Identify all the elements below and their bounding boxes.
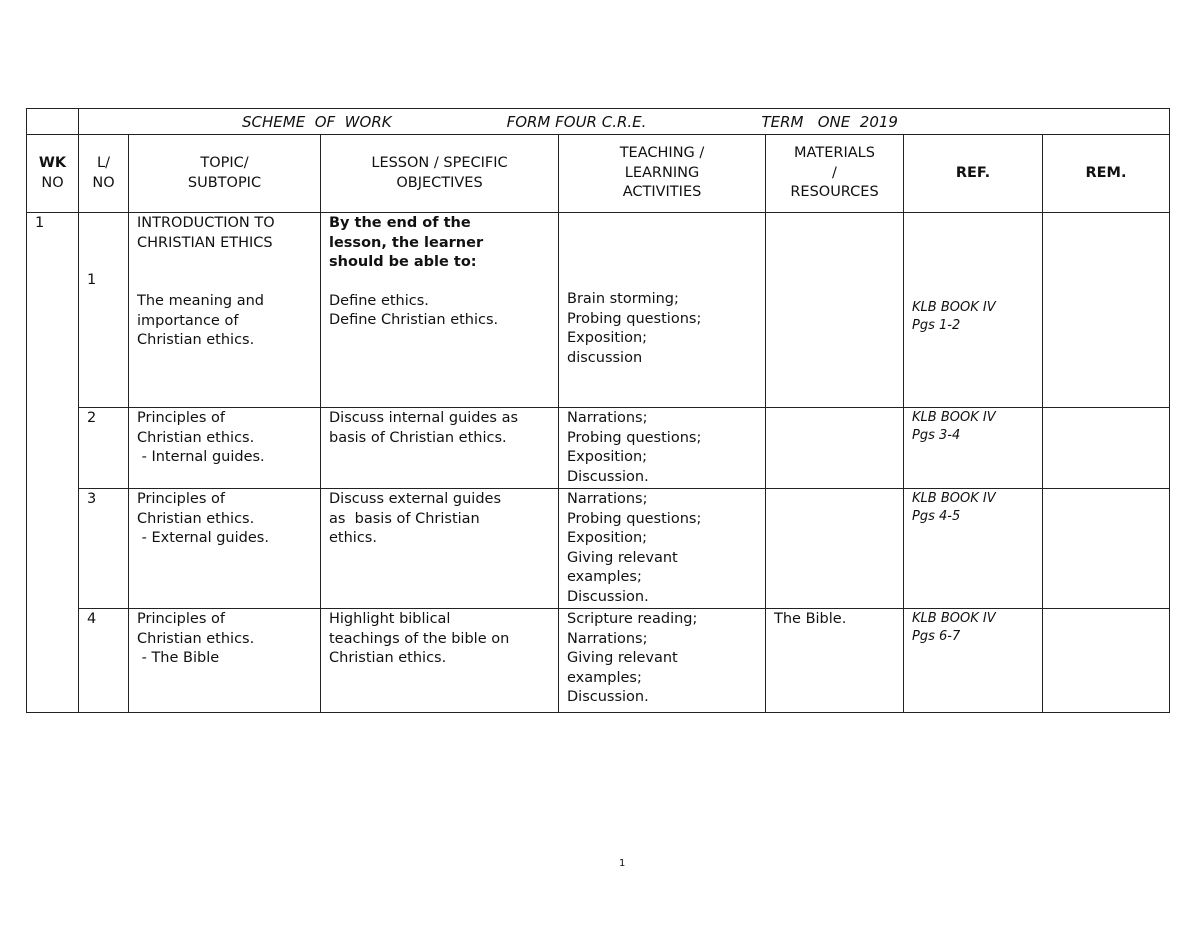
rem-cell xyxy=(1043,408,1170,489)
intro-topic-line: CHRISTIAN ETHICS xyxy=(137,234,273,251)
topic-cell xyxy=(129,489,321,609)
page-number: 1 xyxy=(619,858,626,869)
title-term: TERM ONE 2019 xyxy=(761,112,898,131)
objective-line: Discuss external guides xyxy=(329,491,502,507)
header-ref-label: REF. xyxy=(955,164,991,181)
header-materials-label-1: MATERIALS xyxy=(794,145,875,162)
header-rem-label: REM. xyxy=(1085,164,1127,181)
header-activities xyxy=(559,135,766,213)
objective-line: Discuss internal guides as xyxy=(329,410,519,426)
title-row xyxy=(27,109,1170,135)
objective-line: Highlight biblical xyxy=(329,611,451,627)
topic-line: importance of xyxy=(137,312,239,329)
activity-line: Probing questions; xyxy=(567,310,702,327)
header-materials xyxy=(766,135,904,213)
week-cell xyxy=(27,213,79,713)
table-row xyxy=(27,213,1170,408)
header-lno xyxy=(79,135,129,213)
header-activities-label-3: ACTIVITIES xyxy=(622,184,702,201)
header-materials-label-2: / xyxy=(832,164,837,181)
topic-cell xyxy=(129,609,321,713)
header-objectives-label-1: LESSON / SPECIFIC xyxy=(371,155,508,171)
topic-line: Christian ethics. xyxy=(137,630,255,647)
lesson-number-cell xyxy=(79,489,129,609)
rem-cell xyxy=(1043,213,1170,408)
lesson-number: 4 xyxy=(87,611,97,627)
header-wk-label: WK xyxy=(38,155,67,171)
header-row xyxy=(27,135,1170,213)
ref-line: KLB BOOK IV xyxy=(912,611,996,626)
header-wk xyxy=(27,135,79,213)
topic-line: - Internal guides. xyxy=(137,449,265,465)
topic-cell xyxy=(129,408,321,489)
activity-line: Discussion. xyxy=(567,588,649,605)
topic-line: - The Bible xyxy=(137,650,220,666)
ref-cell xyxy=(904,408,1043,489)
header-materials-label-3: RESOURCES xyxy=(790,184,879,201)
activity-line: examples; xyxy=(567,569,642,585)
table-row xyxy=(27,489,1170,609)
activity-line: Brain storming; xyxy=(567,291,679,307)
header-topic-label: TOPIC/ xyxy=(200,155,249,171)
activities-cell xyxy=(559,408,766,489)
header-ref xyxy=(904,135,1043,213)
header-l-no-label: NO xyxy=(92,174,115,191)
header-topic xyxy=(129,135,321,213)
header-wk-no-label: NO xyxy=(41,174,64,191)
header-subtopic-label: SUBTOPIC xyxy=(187,174,262,191)
topic-line: The meaning and xyxy=(137,293,265,309)
activity-line: Probing questions; xyxy=(567,429,702,446)
activity-line: Giving relevant xyxy=(567,549,678,566)
lesson-number-cell xyxy=(79,408,129,489)
topic-cell xyxy=(129,213,321,408)
lesson-number: 3 xyxy=(87,491,97,507)
activity-line: Narrations; xyxy=(567,410,648,426)
rem-cell xyxy=(1043,489,1170,609)
materials-cell xyxy=(766,408,904,489)
lesson-number-cell xyxy=(79,213,129,408)
activity-line: Narrations; xyxy=(567,630,648,647)
activity-line: Discussion. xyxy=(567,468,649,485)
activity-line: examples; xyxy=(567,669,642,686)
document-title xyxy=(87,112,1161,132)
header-rem xyxy=(1043,135,1170,213)
objectives-cell xyxy=(321,609,559,713)
lesson-number: 1 xyxy=(87,272,97,288)
topic-line: Principles of xyxy=(137,611,225,627)
objectives-cell xyxy=(321,408,559,489)
intro-objective-line: lesson, the learner xyxy=(329,234,484,251)
ref-line: Pgs 3-4 xyxy=(912,427,961,443)
objective-line: as basis of Christian xyxy=(329,510,480,527)
table-row xyxy=(27,408,1170,489)
topic-line: Christian ethics. xyxy=(137,510,255,527)
activity-line: Scripture reading; xyxy=(567,611,698,627)
rem-cell xyxy=(1043,609,1170,713)
activity-line: Exposition; xyxy=(567,530,648,546)
ref-line: KLB BOOK IV xyxy=(912,410,996,425)
activity-line: Exposition; xyxy=(567,330,648,346)
activity-line: Giving relevant xyxy=(567,650,678,666)
materials-cell xyxy=(766,213,904,408)
lesson-number: 2 xyxy=(87,410,97,426)
ref-cell xyxy=(904,213,1043,408)
ref-line: Pgs 6-7 xyxy=(912,628,961,644)
activity-line: Discussion. xyxy=(567,689,649,705)
objective-line: Christian ethics. xyxy=(329,650,447,666)
intro-objective-line: By the end of the xyxy=(329,215,471,231)
title-cell xyxy=(79,109,1170,135)
header-l-label: L/ xyxy=(97,155,110,171)
ref-cell xyxy=(904,489,1043,609)
ref-line: KLB BOOK IV xyxy=(912,300,996,315)
table-row xyxy=(27,609,1170,713)
objective-line: Define Christian ethics. xyxy=(329,312,499,328)
materials-text: The Bible. xyxy=(774,611,847,627)
materials-cell xyxy=(766,489,904,609)
topic-line: Principles of xyxy=(137,410,225,426)
scheme-of-work-table xyxy=(26,108,1170,713)
header-objectives-label-2: OBJECTIVES xyxy=(396,174,483,191)
objectives-cell xyxy=(321,213,559,408)
header-objectives xyxy=(321,135,559,213)
header-activities-label-2: LEARNING xyxy=(624,164,700,181)
objective-line: teachings of the bible on xyxy=(329,630,510,647)
activity-line: Exposition; xyxy=(567,449,648,465)
ref-line: KLB BOOK IV xyxy=(912,491,996,506)
intro-topic-line: INTRODUCTION TO xyxy=(137,215,275,231)
topic-line: - External guides. xyxy=(137,530,269,546)
topic-line: Christian ethics. xyxy=(137,429,255,446)
activities-cell xyxy=(559,489,766,609)
activities-cell xyxy=(559,213,766,408)
topic-line: Principles of xyxy=(137,491,225,507)
objective-line: basis of Christian ethics. xyxy=(329,429,507,446)
activity-line: Narrations; xyxy=(567,491,648,507)
materials-cell xyxy=(766,609,904,713)
header-activities-label-1: TEACHING / xyxy=(619,145,705,162)
ref-line: Pgs 1-2 xyxy=(912,317,961,333)
ref-line: Pgs 4-5 xyxy=(912,508,961,524)
lesson-number-cell xyxy=(79,609,129,713)
objectives-cell xyxy=(321,489,559,609)
objective-line: Define ethics. xyxy=(329,292,429,309)
intro-objective-line: should be able to: xyxy=(329,254,477,270)
activity-line: discussion xyxy=(567,349,643,366)
activity-line: Probing questions; xyxy=(567,510,702,527)
title-scheme: SCHEME OF WORK xyxy=(242,112,392,131)
week-number: 1 xyxy=(35,215,45,231)
objective-line: ethics. xyxy=(329,530,377,546)
activities-cell xyxy=(559,609,766,713)
title-form: FORM FOUR C.R.E. xyxy=(506,112,647,131)
topic-line: Christian ethics. xyxy=(137,332,255,348)
ref-cell xyxy=(904,609,1043,713)
title-blank-cell xyxy=(27,109,79,135)
